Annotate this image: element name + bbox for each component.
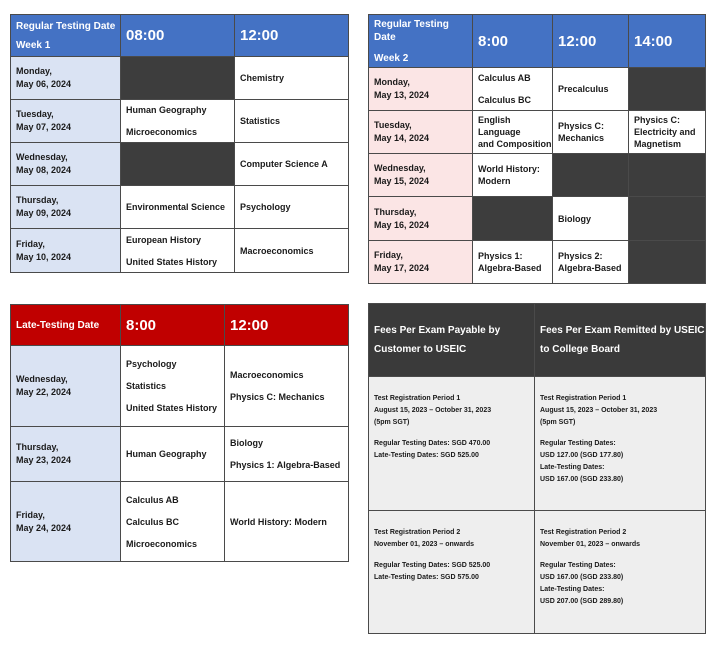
fees-header-row — [369, 304, 706, 377]
day-name: Monday, — [16, 66, 52, 76]
fee-late-label: Late-Testing Dates: — [540, 464, 605, 471]
fees-period-row — [369, 377, 706, 511]
exam-cell — [235, 57, 349, 100]
exam-cell — [235, 143, 349, 186]
blocked-cell — [473, 197, 553, 241]
blocked-cell — [629, 197, 706, 241]
day-date: May 07, 2024 — [16, 122, 72, 132]
exam-cell — [121, 427, 225, 482]
exam-name: Environmental Science — [126, 202, 226, 212]
fees-period1-payable — [369, 377, 535, 511]
exam-cell — [121, 482, 225, 562]
table-row — [11, 427, 349, 482]
exam-name: World History: Modern — [230, 516, 327, 527]
fee-period-note: (5pm SGT) — [374, 419, 410, 426]
week1-header-cell — [11, 15, 121, 57]
exam-name: Biology — [230, 438, 263, 448]
week2-time-1200: 12:00 — [553, 15, 629, 68]
day-name: Wednesday, — [374, 163, 426, 173]
day-date: May 14, 2024 — [374, 133, 430, 143]
fees-period2-remitted — [535, 511, 706, 634]
day-name: Wednesday, — [16, 374, 68, 384]
exam-name: Calculus BC — [478, 95, 532, 105]
table-row — [369, 68, 706, 111]
fee-regular-value: USD 127.00 (SGD 177.80) — [540, 452, 624, 459]
day-cell — [11, 229, 121, 273]
fees-header-payable — [369, 304, 535, 377]
day-cell — [11, 482, 121, 562]
table-row — [369, 154, 706, 197]
exam-cell — [553, 111, 629, 154]
exam-name: Macroeconomics — [240, 245, 314, 256]
day-date: May 24, 2024 — [16, 522, 72, 533]
exam-name: World History: — [478, 164, 540, 174]
exam-name: Human Geography — [126, 449, 207, 459]
exam-name: Calculus AB — [126, 494, 179, 505]
exam-cell — [473, 154, 553, 197]
exam-name: Statistics — [240, 116, 281, 126]
day-date: May 17, 2024 — [374, 263, 430, 273]
table-row — [369, 111, 706, 154]
fee-late: Late-Testing Dates: SGD 575.00 — [374, 574, 479, 581]
exam-name: Physics C: Mechanics — [230, 392, 325, 402]
blocked-cell — [121, 143, 235, 186]
fee-period-dates: August 15, 2023 – October 31, 2023 — [540, 407, 658, 414]
exam-cell — [473, 111, 553, 154]
week2-header-title-1: Regular Testing — [374, 18, 449, 30]
late-time-0800: 8:00 — [121, 305, 225, 346]
day-date: May 22, 2024 — [16, 387, 72, 397]
exam-cell — [121, 229, 235, 273]
exam-cell — [225, 482, 349, 562]
day-name: Thursday, — [16, 442, 59, 452]
late-header-row — [11, 305, 349, 346]
week2-time-0800: 8:00 — [473, 15, 553, 68]
blocked-cell — [121, 57, 235, 100]
day-date: May 15, 2024 — [374, 176, 430, 186]
day-cell — [369, 154, 473, 197]
day-cell — [11, 427, 121, 482]
day-cell — [11, 100, 121, 143]
exam-name: English Language — [478, 115, 521, 137]
fee-period-note: (5pm SGT) — [540, 419, 576, 426]
day-name: Friday, — [16, 238, 45, 249]
fee-regular-label: Regular Testing Dates: — [540, 562, 616, 569]
exam-cell — [225, 427, 349, 482]
fees-header-remitted — [535, 304, 706, 377]
day-name: Wednesday, — [16, 152, 68, 162]
fee-period-title: Test Registration Period 2 — [540, 529, 627, 536]
exam-name: United States History — [126, 256, 218, 267]
fee-late: Late-Testing Dates: SGD 525.00 — [374, 452, 479, 459]
day-name: Thursday, — [374, 206, 417, 217]
day-date: May 06, 2024 — [16, 79, 72, 89]
late-testing-schedule-table — [10, 304, 349, 562]
exam-cell — [121, 346, 225, 427]
blocked-cell — [553, 154, 629, 197]
blocked-cell — [629, 68, 706, 111]
fee-period-title: Test Registration Period 2 — [374, 529, 461, 536]
table-row — [11, 229, 349, 273]
day-cell — [369, 111, 473, 154]
exam-name: and Composition — [478, 139, 552, 149]
blocked-cell — [629, 241, 706, 284]
table-row — [11, 57, 349, 100]
exam-cell — [235, 186, 349, 229]
day-date: May 13, 2024 — [374, 90, 430, 100]
day-date: May 09, 2024 — [16, 208, 72, 218]
exam-name: European History — [126, 234, 202, 245]
exam-name: Modern — [478, 176, 511, 186]
fee-regular-value: USD 167.00 (SGD 233.80) — [540, 574, 624, 581]
exam-name: Computer Science A — [240, 159, 328, 169]
fee-period-dates: August 15, 2023 – October 31, 2023 — [374, 407, 492, 414]
week1-time-0800: 08:00 — [121, 15, 235, 57]
week2-header-title-2: Date — [374, 31, 396, 43]
table-row — [11, 100, 349, 143]
day-date: May 23, 2024 — [16, 455, 72, 465]
fees-period1-remitted — [535, 377, 706, 511]
week1-schedule-table — [10, 14, 349, 273]
day-name: Thursday, — [16, 195, 59, 205]
fees-header-line: Fees Per Exam Remitted by USEIC — [540, 325, 705, 336]
week1-time-1200: 12:00 — [235, 15, 349, 57]
exam-name: Psychology — [240, 202, 291, 212]
exam-name: Biology — [558, 213, 591, 224]
exam-name: Algebra-Based — [478, 263, 542, 273]
week2-time-1400: 14:00 — [629, 15, 706, 68]
late-time-1200: 12:00 — [225, 305, 349, 346]
exam-name: Statistics — [126, 381, 167, 391]
exam-name: Macroeconomics — [230, 370, 304, 380]
exam-cell — [235, 100, 349, 143]
exam-name: Physics 1: Algebra-Based — [230, 460, 341, 470]
exam-cell — [553, 68, 629, 111]
day-name: Tuesday, — [16, 109, 54, 119]
exam-name: Electricity and — [634, 127, 696, 137]
exam-name: Microeconomics — [126, 538, 198, 549]
late-header-title: Late-Testing Date — [11, 305, 121, 346]
exam-name: Mechanics — [558, 133, 605, 143]
exam-name: Human Geography — [126, 105, 207, 115]
exam-cell — [121, 100, 235, 143]
day-name: Tuesday, — [374, 120, 412, 130]
fee-regular: Regular Testing Dates: SGD 470.00 — [374, 440, 491, 447]
day-cell — [11, 143, 121, 186]
fee-period-dates: November 01, 2023 – onwards — [540, 541, 640, 548]
fee-period-title: Test Registration Period 1 — [374, 395, 461, 402]
table-row — [11, 186, 349, 229]
table-row — [369, 197, 706, 241]
exam-name: Magnetism — [634, 139, 682, 149]
exam-name: Physics C: — [634, 115, 681, 125]
fees-table — [368, 303, 706, 634]
exam-name: United States History — [126, 403, 218, 413]
exam-name: Microeconomics — [126, 127, 198, 137]
week1-header-row — [11, 15, 349, 57]
day-cell — [369, 241, 473, 284]
day-name: Monday, — [374, 77, 410, 87]
week2-header-week: Week 2 — [374, 52, 409, 64]
exam-name: Physics 2: — [558, 251, 603, 261]
fee-regular-label: Regular Testing Dates: — [540, 440, 616, 447]
exam-name: Precalculus — [558, 84, 609, 94]
day-name: Friday, — [374, 250, 403, 260]
exam-cell — [553, 241, 629, 284]
week2-schedule-table — [368, 14, 706, 284]
exam-cell — [121, 186, 235, 229]
week1-header-week: Week 1 — [16, 39, 51, 51]
fees-header-line: Customer to USEIC — [374, 344, 467, 355]
day-cell — [11, 186, 121, 229]
day-date: May 08, 2024 — [16, 165, 72, 175]
table-row — [369, 241, 706, 284]
fees-header-line: to College Board — [540, 344, 621, 355]
exam-cell — [225, 346, 349, 427]
exam-cell — [553, 197, 629, 241]
exam-name: Algebra-Based — [558, 263, 622, 273]
day-cell — [369, 197, 473, 241]
week1-header-title: Regular Testing Date — [16, 20, 116, 32]
exam-name: Chemistry — [240, 73, 285, 83]
fee-period-dates: November 01, 2023 – onwards — [374, 541, 474, 548]
table-row — [11, 482, 349, 562]
table-row — [11, 143, 349, 186]
fee-regular: Regular Testing Dates: SGD 525.00 — [374, 562, 491, 569]
exam-cell — [473, 68, 553, 111]
exam-name: Psychology — [126, 359, 177, 369]
fee-late-label: Late-Testing Dates: — [540, 586, 605, 593]
exam-cell — [235, 229, 349, 273]
fee-period-title: Test Registration Period 1 — [540, 395, 627, 402]
blocked-cell — [629, 154, 706, 197]
fees-period-row — [369, 511, 706, 634]
exam-name: Calculus AB — [478, 73, 531, 83]
table-row — [11, 346, 349, 427]
exam-cell — [629, 111, 706, 154]
exam-name: Calculus BC — [126, 516, 180, 527]
fees-header-line: Fees Per Exam Payable by — [374, 325, 501, 336]
day-cell — [11, 346, 121, 427]
exam-cell — [473, 241, 553, 284]
day-date: May 10, 2024 — [16, 251, 72, 262]
week2-header-cell — [369, 15, 473, 68]
exam-name: Physics C: — [558, 121, 605, 131]
exam-name: Physics 1: — [478, 251, 523, 261]
fees-period2-payable — [369, 511, 535, 634]
fee-late-value: USD 167.00 (SGD 233.80) — [540, 476, 624, 483]
day-cell — [11, 57, 121, 100]
week2-header-row — [369, 15, 706, 68]
fee-late-value: USD 207.00 (SGD 289.80) — [540, 598, 624, 605]
day-date: May 16, 2024 — [374, 219, 430, 230]
day-cell — [369, 68, 473, 111]
day-name: Friday, — [16, 509, 45, 520]
